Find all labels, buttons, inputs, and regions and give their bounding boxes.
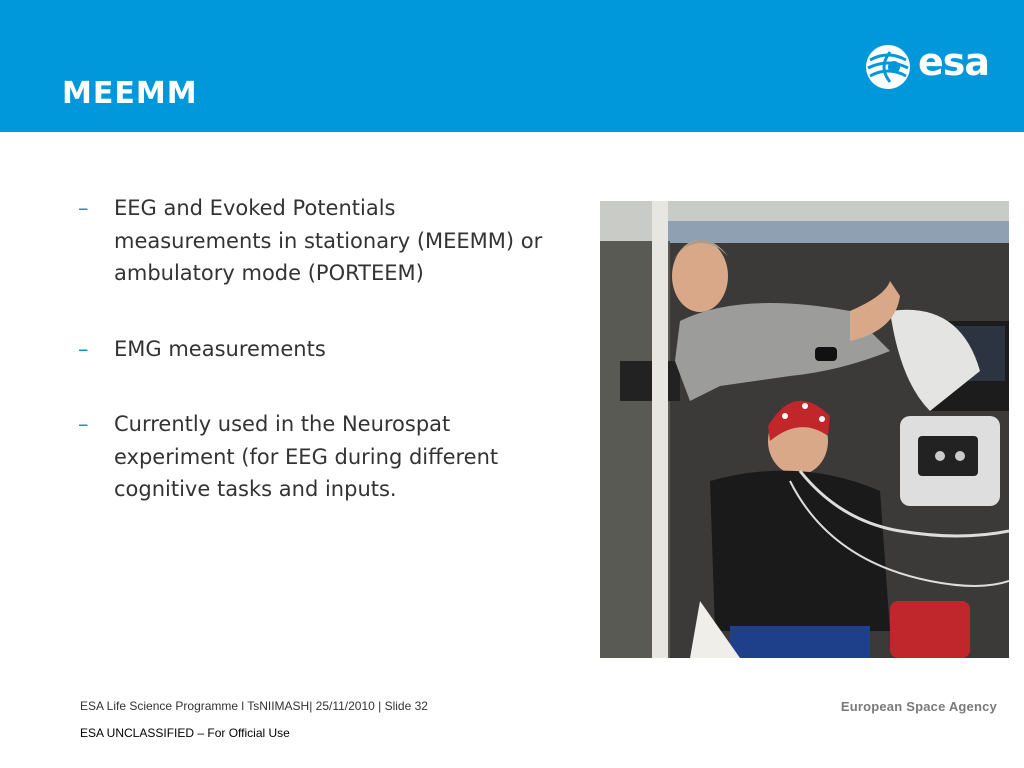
esa-logo-text: esa [918,40,990,84]
esa-logo [864,42,1004,92]
bullet-marker: – [78,336,89,361]
footer-classification: ESA UNCLASSIFIED – For Official Use [80,726,290,740]
photo-illustration [600,201,1009,658]
bullet-text: Currently used in the Neurospat experiment (for EEG during different cognitive tasks and inputs. [114,412,499,501]
footer-program-line: ESA Life Science Programme l TsNIIMASH| 25/11/2010 | Slide 32 [80,699,428,713]
bullet-text: EEG and Evoked Potentials measurements in stationary (MEEMM) or ambulatory mode (PORTEEM) [114,196,543,285]
bullet-item [78,192,558,290]
bullet-item [78,408,558,506]
bullet-item [78,333,558,366]
slide-header [0,0,1024,132]
esa-globe-icon [864,42,912,92]
slide-title: MEEMM [62,76,198,111]
bullet-text: EMG measurements [114,336,326,361]
bullet-marker: – [78,196,89,220]
bullet-list [78,192,558,549]
astronauts-photo [600,201,1009,658]
footer-agency-name: European Space Agency [840,699,997,714]
bullet-marker: – [78,412,89,436]
